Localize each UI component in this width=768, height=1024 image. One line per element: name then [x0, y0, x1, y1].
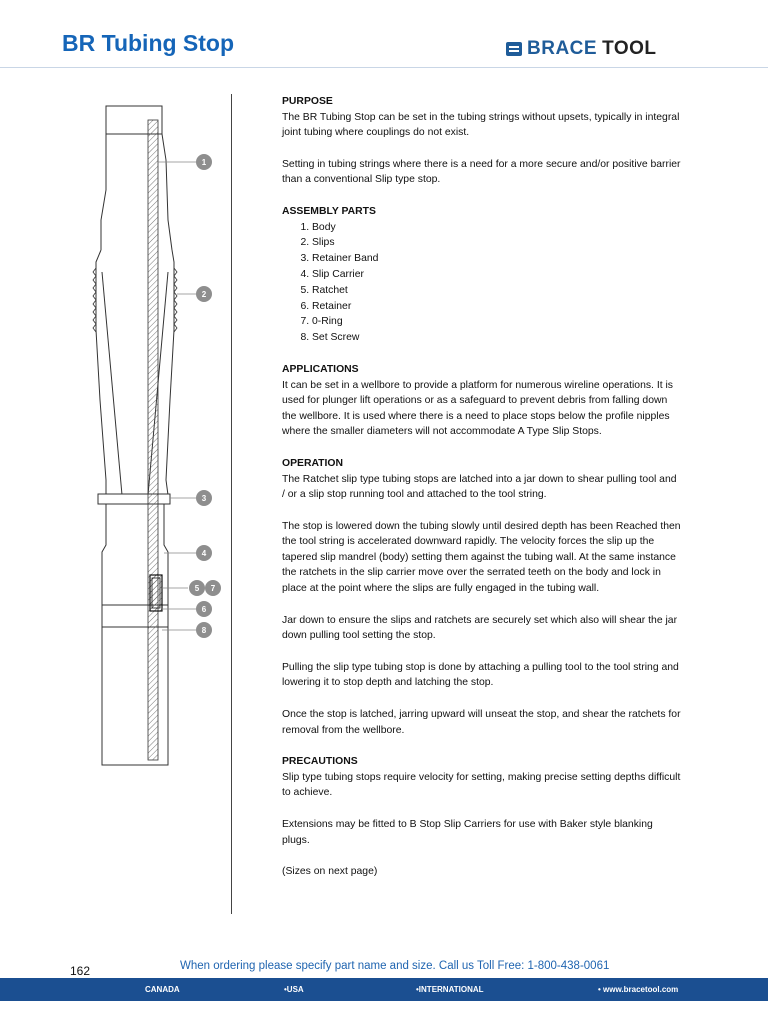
list-item: 6. Retainer [312, 299, 682, 315]
applications-heading: APPLICATIONS [282, 363, 359, 375]
page-number: 162 [70, 964, 91, 978]
operation-text-4: Pulling the slip type tubing stop is done by attaching a pulling tool to the tool string and lowering it to stop depth and latching the stop. [282, 661, 679, 689]
sizes-note: (Sizes on next page) [282, 866, 378, 878]
callout-8: 8 [201, 626, 207, 635]
operation-heading: OPERATION [282, 457, 343, 469]
callout-4: 4 [201, 549, 207, 558]
logo-brace-text: BRACE [527, 38, 598, 59]
list-item: 7. 0-Ring [312, 314, 682, 330]
column-divider [231, 94, 232, 914]
brace-tool-logo [506, 38, 657, 60]
operation-text-1: The Ratchet slip type tubing stops are latched into a jar down to shear pulling tool and / or a slip stop running tool and attached to the tool string. [282, 473, 677, 501]
logo-tool-text: TOOL [602, 38, 657, 59]
purpose-text-2: Setting in tubing strings where there is a need for a more secure and/or positive barrier than a conventional Slip type stop. [282, 158, 681, 186]
operation-text-2: The stop is lowered down the tubing slowly until desired depth has been Reached then the tool string is accelerated downward rapidly. The velocity forces the slip up the tapered slip mandrel (body) setting them against the tubing wall. At the same instance the ratchets in the slip carrier move over the serrated teeth on the body and lock in place at the point where the slips are fully engaged in the tubing wall. [282, 520, 681, 595]
callout-3: 3 [201, 494, 207, 503]
footer-bar [0, 978, 768, 1001]
list-item: 2. Slips [312, 235, 682, 251]
callout-2: 2 [201, 290, 207, 299]
callout-1: 1 [201, 158, 207, 167]
callout-7: 7 [210, 584, 216, 593]
footer-region-international: •INTERNATIONAL [416, 985, 484, 994]
header-divider [0, 67, 768, 68]
callout-5: 5 [194, 584, 200, 593]
tubing-stop-diagram [88, 100, 228, 780]
applications-text: It can be set in a wellbore to provide a platform for numerous wireline operations. It is used for plunger lift operations or as a safeguard to prevent debris from falling down the wellbore. It is used where there is a need to place stops below the profile nipples where the smaller diameters will not accommodate A Type Slip Stops. [282, 379, 673, 438]
purpose-heading: PURPOSE [282, 96, 333, 107]
description-column [282, 94, 682, 896]
operation-text-3: Jar down to ensure the slips and ratchets are securely set which also will shear the jar down pulling tool setting the stop. [282, 614, 678, 642]
footer-website-link[interactable]: • www.bracetool.com [598, 985, 679, 994]
purpose-text-1: The BR Tubing Stop can be set in the tubing strings without upsets, typically in integral joint tubing where couplings do not exist. [282, 111, 680, 139]
precautions-heading: PRECAUTIONS [282, 756, 358, 768]
footer-region-usa: •USA [284, 985, 304, 994]
ordering-note: When ordering please specify part name and size. Call us Toll Free: 1-800-438-0061 [180, 960, 610, 972]
assembly-parts-list [282, 220, 682, 346]
precautions-text-2: Extensions may be fitted to B Stop Slip Carriers for use with Baker style blanking plugs. [282, 819, 653, 846]
page-title: BR Tubing Stop [62, 30, 235, 56]
brace-logo-icon [506, 41, 522, 57]
list-item: 5. Ratchet [312, 283, 682, 299]
list-item: 3. Retainer Band [312, 251, 682, 267]
list-item: 4. Slip Carrier [312, 267, 682, 283]
assembly-heading: ASSEMBLY PARTS [282, 205, 376, 217]
list-item: 1. Body [312, 220, 682, 236]
footer-region-canada: CANADA [145, 985, 180, 994]
precautions-text-1: Slip type tubing stops require velocity for setting, making precise setting depths difficult to achieve. [282, 771, 681, 799]
callout-6: 6 [201, 605, 207, 614]
operation-text-5: Once the stop is latched, jarring upward will unseat the stop, and shear the ratchets for removal from the wellbore. [282, 709, 681, 736]
list-item: 8. Set Screw [312, 330, 682, 346]
